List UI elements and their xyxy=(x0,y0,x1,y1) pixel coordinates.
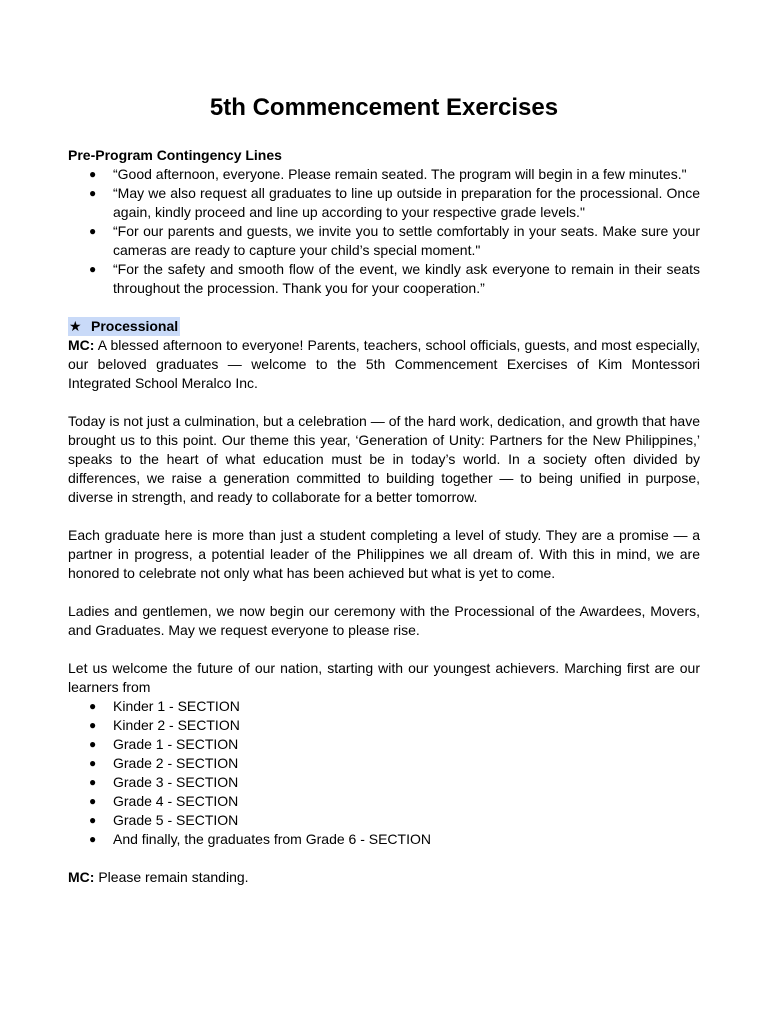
list-item xyxy=(89,184,700,222)
list-item-text: And finally, the graduates from Grade 6 - SECTION xyxy=(113,831,431,847)
paragraph-spacer xyxy=(68,507,700,526)
mc-label: MC: xyxy=(68,869,95,885)
bullet-icon: ● xyxy=(89,718,97,732)
list-item xyxy=(89,792,700,811)
list-item xyxy=(89,830,700,849)
bullet-icon: ● xyxy=(89,167,97,181)
list-item xyxy=(89,773,700,792)
bullet-icon: ● xyxy=(89,262,97,276)
list-item-text: Grade 1 - SECTION xyxy=(113,736,239,752)
mc-closing-text: Please remain standing. xyxy=(98,869,249,885)
paragraph-theme: Today is not just a culmination, but a celebration — of the hard work, dedication, and growth that have brought us to this point. Our theme this year, ‘Generation of Unity: Partners for the New Philippines,’ speaks to the heart of what education must be in today’s world. In a society often divided by differences, we raise a generation committed to building together — to being unified in purpose, diverse in strength, and ready to collaborate for a better tomorrow. xyxy=(68,413,700,505)
list-item-text: “For the safety and smooth flow of the event, we kindly ask everyone to remain in their seats throughout the procession. Thank you for your cooperation.” xyxy=(113,261,700,296)
processional-heading-row xyxy=(68,317,700,336)
list-item xyxy=(89,260,700,298)
mc-opening xyxy=(68,336,700,393)
list-item-text: Grade 5 - SECTION xyxy=(113,812,239,828)
mc-opening-text: A blessed afternoon to everyone! Parents, teachers, school officials, guests, and most especially, our beloved graduates — welcome to the 5th Commencement Exercises of Kim Montessori Integrated School Meralco Inc. xyxy=(68,337,701,391)
paragraph-ceremony: Ladies and gentlemen, we now begin our ceremony with the Processional of the Awardees, Movers, and Graduates. May we request everyone to please rise. xyxy=(68,603,700,638)
list-item-text: Kinder 1 - SECTION xyxy=(113,698,240,714)
document-title: 5th Commencement Exercises xyxy=(209,94,559,121)
bullet-icon: ● xyxy=(89,756,97,770)
bullet-icon: ● xyxy=(89,737,97,751)
bullet-icon: ● xyxy=(89,813,97,827)
bullet-icon: ● xyxy=(89,775,97,789)
list-item xyxy=(89,165,700,184)
list-item-text: Kinder 2 - SECTION xyxy=(113,717,240,733)
pre-program-lines xyxy=(68,165,700,298)
bullet-icon: ● xyxy=(89,794,97,808)
list-item xyxy=(89,754,700,773)
list-item-text: Grade 2 - SECTION xyxy=(113,755,239,771)
mc-closing xyxy=(68,868,700,887)
list-item xyxy=(89,222,700,260)
paragraph-spacer xyxy=(68,393,700,412)
processional-heading-label: Processional xyxy=(91,318,179,334)
section-list xyxy=(68,697,700,849)
mc-label: MC: xyxy=(68,337,95,353)
bullet-icon: ● xyxy=(89,699,97,713)
processional-heading xyxy=(68,317,180,336)
paragraph-promise: Each graduate here is more than just a student completing a level of study. They are a promise — a partner in progress, a potential leader of the Philippines we all dream of. With this in mind, we are honored to celebrate not only what has been achieved but what is yet to come. xyxy=(68,527,700,581)
list-item-text: Grade 4 - SECTION xyxy=(113,793,239,809)
bullet-icon: ● xyxy=(89,224,97,238)
bullet-icon: ● xyxy=(89,832,97,846)
paragraph-spacer xyxy=(68,640,700,659)
list-item-text: “May we also request all graduates to line up outside in preparation for the processional. Once again, kindly proceed and line up according to your respective grade levels." xyxy=(113,185,700,220)
paragraph-spacer xyxy=(68,583,700,602)
list-item xyxy=(89,697,700,716)
list-item-text: Grade 3 - SECTION xyxy=(113,774,239,790)
list-item xyxy=(89,716,700,735)
paragraph-welcome: Let us welcome the future of our nation, starting with our youngest achievers. Marching first are our learners from xyxy=(68,660,700,695)
list-item xyxy=(89,735,700,754)
list-item xyxy=(89,811,700,830)
pre-program-heading: Pre-Program Contingency Lines xyxy=(68,147,282,163)
paragraph-spacer xyxy=(68,849,700,868)
bullet-icon: ● xyxy=(89,186,97,200)
list-item-text: “Good afternoon, everyone. Please remain seated. The program will begin in a few minutes." xyxy=(113,166,687,182)
list-item-text: “For our parents and guests, we invite you to settle comfortably in your seats. Make sure your cameras are ready to capture your child’s special moment." xyxy=(113,223,700,258)
star-icon: ★ xyxy=(69,318,82,334)
